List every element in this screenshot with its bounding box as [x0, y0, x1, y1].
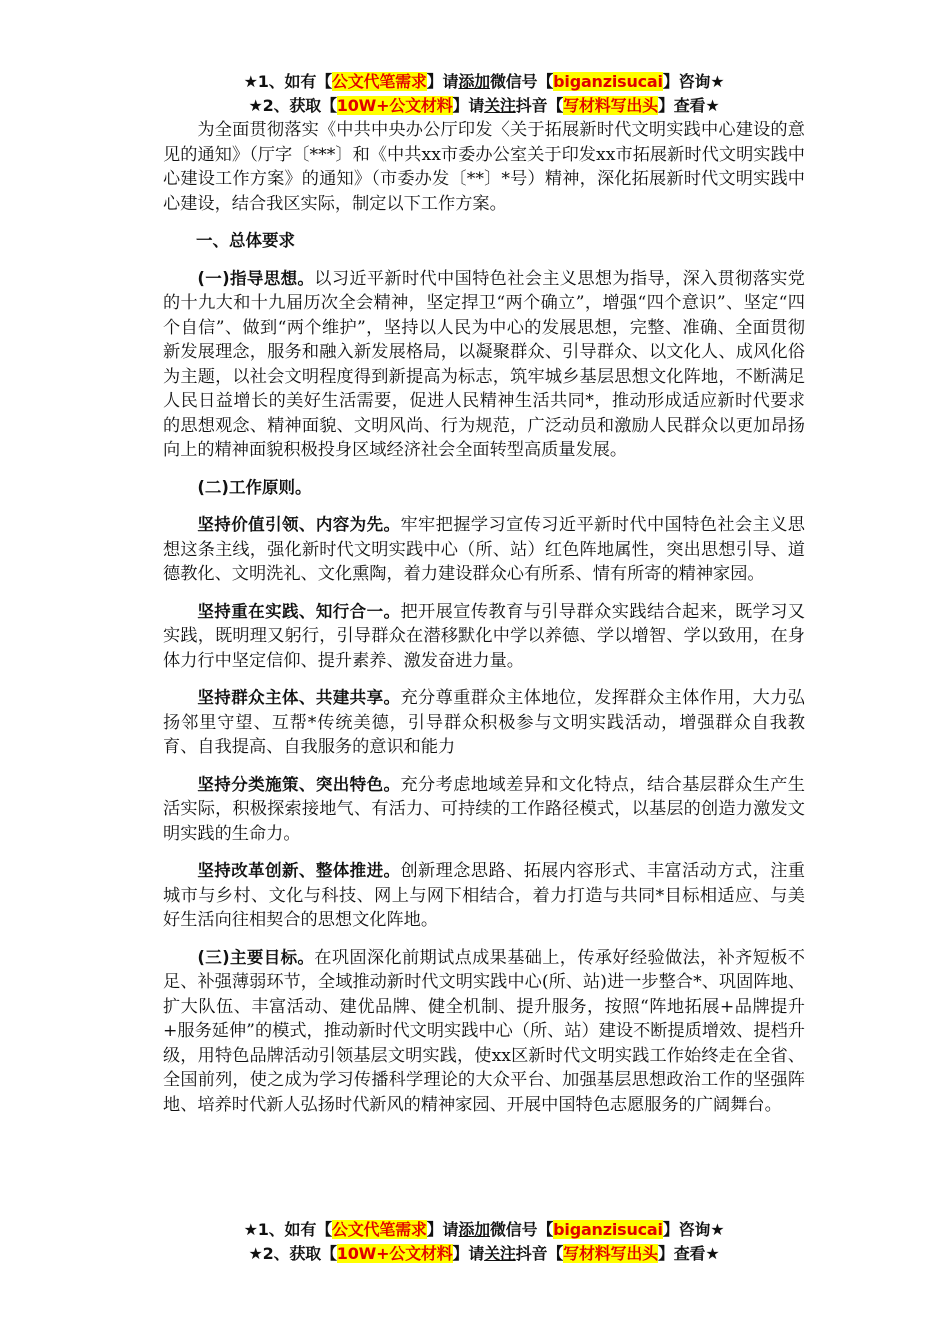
promo-1-highlight-service: 公文代笔需求	[331, 72, 427, 91]
paragraph-principle-masses	[163, 686, 805, 760]
paragraph-text: 充分尊重群众主体地位，发挥群众主体作用，大力弘扬邻里守望、互帮*传统美德，引导群众积极参与文明实践活动，增强群众自我教育、自我提高、自我服务的意识和能力	[163, 688, 805, 757]
paragraph-heading: 坚持群众主体、共建共享。	[197, 688, 401, 707]
paragraph-text: 以习近平新时代中国特色社会主义思想为指导，深入贯彻落实党的十九大和十九届历次全会精神，坚定捍卫“两个确立”，增强“四个意识”、坚定“四个自信”、做到“两个维护”，坚持以人民为中心的发展思想，完整、准确、全面贯彻新发展理念，服务和融入新发展格局，以凝聚群众、引导群众、以文化人、成风化俗为主题，以社会文明程度得到新提高为标志，筑牢城乡基层思想文化阵地，不断满足人民日益增长的美好生活需要，促进人民精神生活共同*，推动形成适应新时代要求的思想观念、精神面貌、文明风尚、行为规范，广泛动员和激励人民群众以更加昂扬向上的精神面貌积极投身区域经济社会全面转型高质量发展。	[163, 268, 805, 460]
promo-2-highlight-douyin: 写材料写出头	[563, 1244, 658, 1263]
paragraph-heading: 坚持价值引领、内容为先。	[197, 515, 401, 534]
promo-footer	[163, 1218, 805, 1266]
promo-1-underline: 添加	[458, 72, 490, 91]
promo-2-text-d: 】查看★	[657, 1244, 720, 1263]
promo-footer-line-1	[163, 1218, 805, 1242]
promo-1-text-c: 微信号【	[489, 1220, 554, 1239]
promo-1-text-b: 】请	[426, 72, 459, 91]
paragraph-text: 把开展宣传教育与引导群众实践结合起来，既学习又实践，既明理又躬行，引导群众在潜移默化中学以养德、学以增智、学以致用，在身体力行中坚定信仰、提升素养、激发奋进力量。	[163, 601, 805, 671]
promo-1-underline: 添加	[458, 1220, 490, 1239]
promo-1-text-b: 】请	[426, 1220, 459, 1239]
promo-2-highlight-douyin: 写材料写出头	[563, 96, 658, 115]
intro-paragraph: 为全面贯彻落实《中共中央办公厅印发〈关于拓展新时代文明实践中心建设的意见的通知》（厅字〔***〕和《中共xx市委办公室关于印发xx市拓展新时代文明实践中心建设工作方案》的通知》（市委办发〔**〕*号）精神，深化拓展新时代文明实践中心建设，结合我区实际，制定以下工作方案。	[163, 120, 805, 214]
promo-2-highlight-materials: 10W+公文材料	[336, 1244, 453, 1263]
promo-footer-line-2	[163, 1242, 805, 1266]
promo-2-text-a: ★2、获取【	[248, 96, 337, 115]
paragraph-heading: 坚持重在实践、知行合一。	[197, 601, 401, 621]
promo-2-text-c: 抖音【	[515, 1244, 564, 1263]
promo-1-highlight-service: 公文代笔需求	[331, 1220, 427, 1239]
paragraph-principle-classified	[163, 773, 805, 847]
promo-1-text-a: ★1、如有【	[243, 1220, 332, 1239]
promo-2-text-c: 抖音【	[515, 96, 564, 115]
paragraph-heading: (二)工作原则。	[197, 477, 312, 497]
paragraph-text: 牢牢把握学习宣传习近平新时代中国特色社会主义思想这条主线，强化新时代文明实践中心（所、站）红色阵地属性，突出思想引导、道德教化、文明洗礼、文化熏陶，着力建设群众心有所系、情有所寄的精神家园。	[163, 515, 805, 584]
promo-1-text-d: 】咨询★	[662, 72, 725, 91]
paragraph-heading: (一)指导思想。	[197, 268, 315, 288]
paragraph-text: 在巩固深化前期试点成果基础上，传承好经验做法，补齐短板不足、补强薄弱环节，全域推动新时代文明实践中心(所、站)进一步整合*、巩固阵地、扩大队伍、丰富活动、建优品牌、健全机制、提升服务，按照“阵地拓展+品牌提升+服务延伸”的模式，推动新时代文明实践中心（所、站）建设不断提质增效、提档升级，用特色品牌活动引领基层文明实践，使xx区新时代文明实践工作始终走在全省、全国前列，使之成为学习传播科学理论的大众平台、加强基层思想政治工作的坚强阵地、培养时代新人弘扬时代新风的精神家园、开展中国特色志愿服务的广阔舞台。	[163, 947, 805, 1115]
section-title-general-requirements: 一、总体要求	[196, 231, 295, 250]
paragraph-heading: 坚持分类施策、突出特色。	[197, 774, 401, 794]
promo-1-text-c: 微信号【	[489, 72, 554, 91]
paragraph-guiding-ideology	[163, 267, 805, 463]
paragraph-principle-reform	[163, 859, 805, 933]
paragraph-principle-practice	[163, 600, 805, 674]
promo-2-underline: 关注	[484, 1244, 516, 1263]
promo-line-2	[163, 94, 805, 118]
paragraph-heading: (三)主要目标。	[197, 947, 315, 967]
promo-2-underline: 关注	[484, 96, 516, 115]
paragraph-main-goals	[163, 946, 805, 1118]
promo-line-1	[163, 70, 805, 94]
promo-2-text-b: 】请	[452, 1244, 485, 1263]
promo-1-highlight-wechat: biganzisucai	[553, 72, 663, 91]
paragraph-principle-value	[163, 513, 805, 587]
paragraph-heading: 坚持改革创新、整体推进。	[197, 861, 401, 880]
paragraph-text: 创新理念思路、拓展内容形式、丰富活动方式，注重城市与乡村、文化与科技、网上与网下相结合，着力打造与共同*目标相适应、与美好生活向往相契合的思想文化阵地。	[163, 861, 805, 930]
document-page	[163, 70, 805, 1117]
paragraph-text: 充分考虑地域差异和文化特点，结合基层群众生产生活实际，积极探索接地气、有活力、可持续的工作路径模式，以基层的创造力激发文明实践的生命力。	[163, 774, 805, 844]
paragraph-work-principles	[163, 476, 805, 501]
document-body	[163, 118, 805, 1117]
promo-2-text-d: 】查看★	[657, 96, 720, 115]
promo-1-text-d: 】咨询★	[662, 1220, 725, 1239]
promo-2-text-a: ★2、获取【	[248, 1244, 337, 1263]
promo-2-text-b: 】请	[452, 96, 485, 115]
promo-2-highlight-materials: 10W+公文材料	[336, 96, 453, 115]
promo-1-text-a: ★1、如有【	[243, 72, 332, 91]
promo-1-highlight-wechat: biganzisucai	[553, 1220, 663, 1239]
